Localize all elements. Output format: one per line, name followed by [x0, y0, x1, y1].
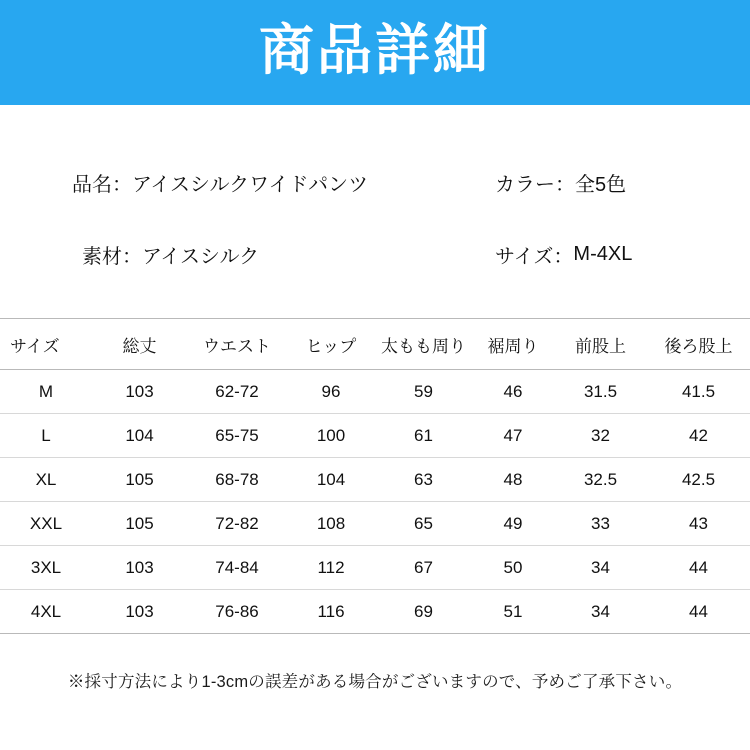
product-color-row	[495, 168, 626, 197]
product-material-value: アイスシルク	[142, 246, 260, 268]
table-cell: 72-82	[187, 502, 287, 546]
product-name-row	[72, 168, 368, 197]
table-cell: 67	[375, 546, 472, 590]
table-row	[0, 370, 750, 414]
table-cell: 31.5	[554, 370, 647, 414]
table-cell: 59	[375, 370, 472, 414]
table-cell: 50	[472, 546, 554, 590]
table-cell: 105	[92, 458, 187, 502]
table-row	[0, 458, 750, 502]
table-cell: 74-84	[187, 546, 287, 590]
page-title: 商品詳細	[258, 19, 491, 81]
table-cell: 112	[287, 546, 375, 590]
table-cell: 61	[375, 414, 472, 458]
table-cell: 34	[554, 546, 647, 590]
measurement-disclaimer: ※採寸方法により1-3cmの誤差がある場合がございますので、予めご了承下さい。	[67, 673, 683, 691]
table-row	[0, 502, 750, 546]
table-cell: 32.5	[554, 458, 647, 502]
table-header-cell: 前股上	[554, 319, 647, 370]
table-cell: 42	[647, 414, 750, 458]
product-color-value: 全5色	[575, 174, 627, 196]
table-cell: 63	[375, 458, 472, 502]
table-cell: 33	[554, 502, 647, 546]
size-table-body	[0, 370, 750, 634]
table-header-row	[0, 319, 750, 370]
size-table-wrapper	[0, 318, 750, 634]
table-cell: 3XL	[0, 546, 92, 590]
table-cell: 104	[287, 458, 375, 502]
table-cell: 51	[472, 590, 554, 634]
product-color-label: カラー：	[495, 174, 575, 196]
page-header-banner	[0, 0, 750, 105]
table-header-cell: 太もも周り	[375, 319, 472, 370]
table-cell: 116	[287, 590, 375, 634]
product-size-label: サイズ：	[495, 246, 574, 268]
table-cell: M	[0, 370, 92, 414]
table-cell: 69	[375, 590, 472, 634]
table-cell: 100	[287, 414, 375, 458]
table-cell: 62-72	[187, 370, 287, 414]
table-header-cell: 裾周り	[472, 319, 554, 370]
table-cell: 49	[472, 502, 554, 546]
product-name-value: アイスシルクワイドパンツ	[132, 174, 369, 196]
table-cell: 44	[647, 546, 750, 590]
table-cell: 103	[92, 590, 187, 634]
table-cell: 104	[92, 414, 187, 458]
table-cell: 65-75	[187, 414, 287, 458]
table-header-cell: 総丈	[92, 319, 187, 370]
table-cell: 76-86	[187, 590, 287, 634]
table-cell: 103	[92, 370, 187, 414]
product-info-block	[0, 105, 750, 315]
product-name-label: 品名：	[72, 174, 132, 196]
table-header-cell: ヒップ	[287, 319, 375, 370]
table-cell: 46	[472, 370, 554, 414]
product-size-row	[495, 240, 632, 269]
size-table	[0, 318, 750, 634]
table-cell: 105	[92, 502, 187, 546]
table-cell: 103	[92, 546, 187, 590]
table-cell: 34	[554, 590, 647, 634]
table-cell: L	[0, 414, 92, 458]
table-header-cell: 後ろ股上	[647, 319, 750, 370]
table-row	[0, 414, 750, 458]
table-cell: 48	[472, 458, 554, 502]
product-material-label: 素材：	[82, 246, 142, 268]
table-cell: 4XL	[0, 590, 92, 634]
table-cell: 43	[647, 502, 750, 546]
table-cell: XL	[0, 458, 92, 502]
table-cell: 41.5	[647, 370, 750, 414]
table-cell: 108	[287, 502, 375, 546]
table-header-cell: ウエスト	[187, 319, 287, 370]
table-cell: XXL	[0, 502, 92, 546]
table-cell: 47	[472, 414, 554, 458]
table-cell: 32	[554, 414, 647, 458]
table-row	[0, 590, 750, 634]
table-cell: 65	[375, 502, 472, 546]
table-cell: 42.5	[647, 458, 750, 502]
table-cell: 68-78	[187, 458, 287, 502]
product-material-row	[82, 240, 259, 269]
table-cell: 44	[647, 590, 750, 634]
table-cell: 96	[287, 370, 375, 414]
table-header-cell: サイズ	[0, 319, 92, 370]
size-table-head	[0, 319, 750, 370]
product-size-value: M-4XL	[573, 243, 633, 265]
table-row	[0, 546, 750, 590]
